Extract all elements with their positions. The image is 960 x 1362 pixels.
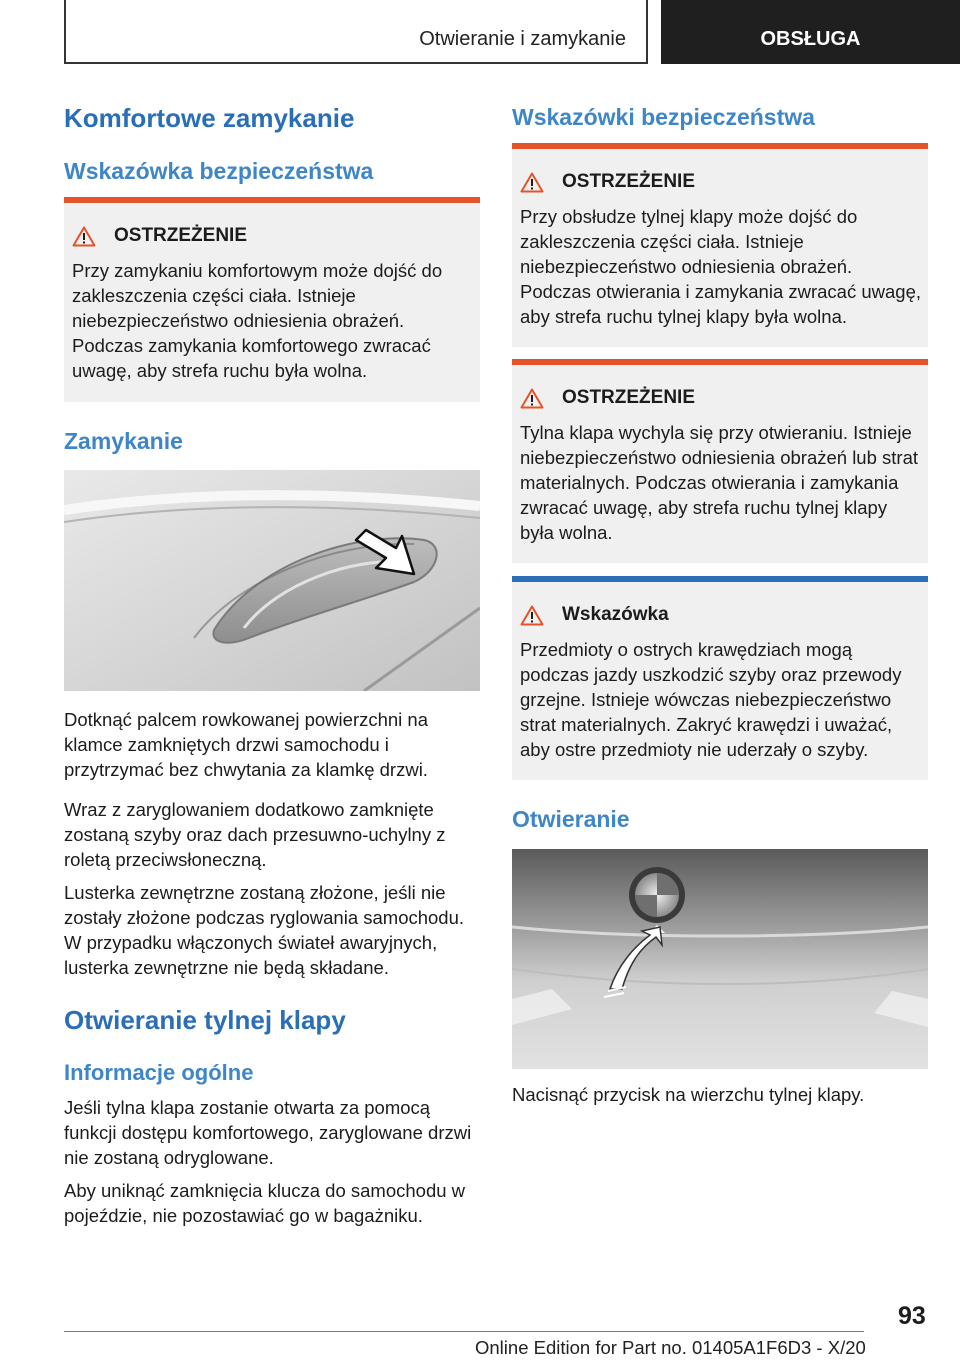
note-title: Wskazówka — [562, 604, 669, 625]
warning-triangle-icon — [520, 388, 544, 409]
header-chapter-tab — [661, 0, 960, 64]
warning-triangle-icon — [520, 605, 544, 626]
text-comfort-access: Jeśli tylna klapa zostanie otwarta za pomocą funkcji dostępu komfortowego, zaryglowane drzwi nie zostaną odryglowane. — [64, 1097, 472, 1168]
door-handle-illustration — [64, 470, 480, 691]
heading-general-info: Informacje ogólne — [64, 1060, 254, 1085]
tailgate-button-illustration — [512, 849, 928, 1069]
warning-bar — [512, 359, 928, 365]
note-bar — [512, 576, 928, 582]
warning-box-tailgate-swing — [512, 359, 928, 563]
warning-text: Przy zamykaniu komfortowym może dojść do zakleszczenia części ciała. Istnieje niebezpieczeństwo odniesienia obrażeń. Podczas zamykania komfortowego zwracać uwagę, aby strefa ruchu była wolna. — [72, 260, 443, 381]
page-number: 93 — [898, 1302, 926, 1330]
header-section-title: Otwieranie i zamykanie — [419, 28, 626, 50]
warning-title: OSTRZEŻENIE — [562, 171, 696, 192]
running-header-frame — [64, 0, 648, 64]
heading-opening: Otwieranie — [512, 806, 630, 832]
warning-text: Tylna klapa wychyla się przy otwieraniu. Istnieje niebezpieczeństwo odniesienia obrażeń lub strat materialnych. Podczas otwierania i zamykania zwracać uwagę, aby strefa ruchu tylnej klapy była wolna. — [520, 422, 919, 543]
text-press-button: Nacisnąć przycisk na wierzchu tylnej klapy. — [512, 1084, 865, 1105]
warning-box-comfort — [64, 197, 480, 402]
heading-safety-note: Wskazówka bezpieczeństwa — [64, 158, 374, 184]
tailgate-button-photo — [512, 849, 928, 1069]
door-handle-photo — [64, 470, 480, 691]
warning-title: OSTRZEŻENIE — [562, 387, 696, 408]
warning-title-row — [520, 171, 695, 193]
warning-title-row — [520, 387, 695, 409]
header-chapter-label: OBSŁUGA — [760, 27, 861, 50]
warning-title: OSTRZEŻENIE — [114, 225, 248, 246]
heading-comfort-closing: Komfortowe zamykanie — [64, 103, 355, 133]
footer-edition: Online Edition for Part no. 01405A1F6D3 - X/20 — [475, 1337, 866, 1358]
heading-closing: Zamykanie — [64, 428, 183, 454]
warning-box-tailgate-pinch — [512, 143, 928, 347]
warning-bar — [64, 197, 480, 203]
warning-triangle-icon — [520, 172, 544, 193]
text-mirrors: Lusterka zewnętrzne zostaną złożone, jeśli nie zostały złożone podczas ryglowania samochodu. W przypadku włączonych świateł awaryjnych, lusterka zewnętrzne nie będą składane. — [64, 882, 465, 978]
text-locking-windows: Wraz z zaryglowaniem dodatkowo zamknięte zostaną szyby oraz dach przesuwno-uchylny z roletą przeciwsłoneczną. — [64, 799, 446, 870]
footer-divider — [64, 1331, 864, 1332]
note-box-sharp-objects — [512, 576, 928, 780]
warning-triangle-icon — [72, 226, 96, 247]
warning-bar — [512, 143, 928, 149]
note-text: Przedmioty o ostrych krawędziach mogą podczas jazdy uszkodzić szyby oraz przewody grzejne. Istnieje wówczas niebezpieczeństwo strat materialnych. Zakryć krawędzi i uważać, aby ostre przedmioty nie uderzały o szyby. — [520, 639, 902, 760]
text-key-warning: Aby uniknąć zamknięcia klucza do samochodu w pojeździe, nie pozostawiać go w bagażniku. — [64, 1180, 466, 1226]
warning-text: Przy obsłudze tylnej klapy może dojść do zakleszczenia części ciała. Istnieje niebezpieczeństwo odniesienia obrażeń. Podczas otwierania i zamykania zwracać uwagę, aby strefa ruchu tylnej klapy była wolna. — [520, 206, 922, 327]
text-touch-handle: Dotknąć palcem rowkowanej powierzchni na klamce zamkniętych drzwi samochodu i przytrzymać bez chwytania za klamkę drzwi. — [64, 709, 429, 780]
note-title-row — [520, 604, 669, 626]
heading-safety-notes: Wskazówki bezpieczeństwa — [512, 104, 815, 130]
heading-opening-tailgate: Otwieranie tylnej klapy — [64, 1005, 346, 1035]
warning-title-row — [72, 225, 247, 247]
